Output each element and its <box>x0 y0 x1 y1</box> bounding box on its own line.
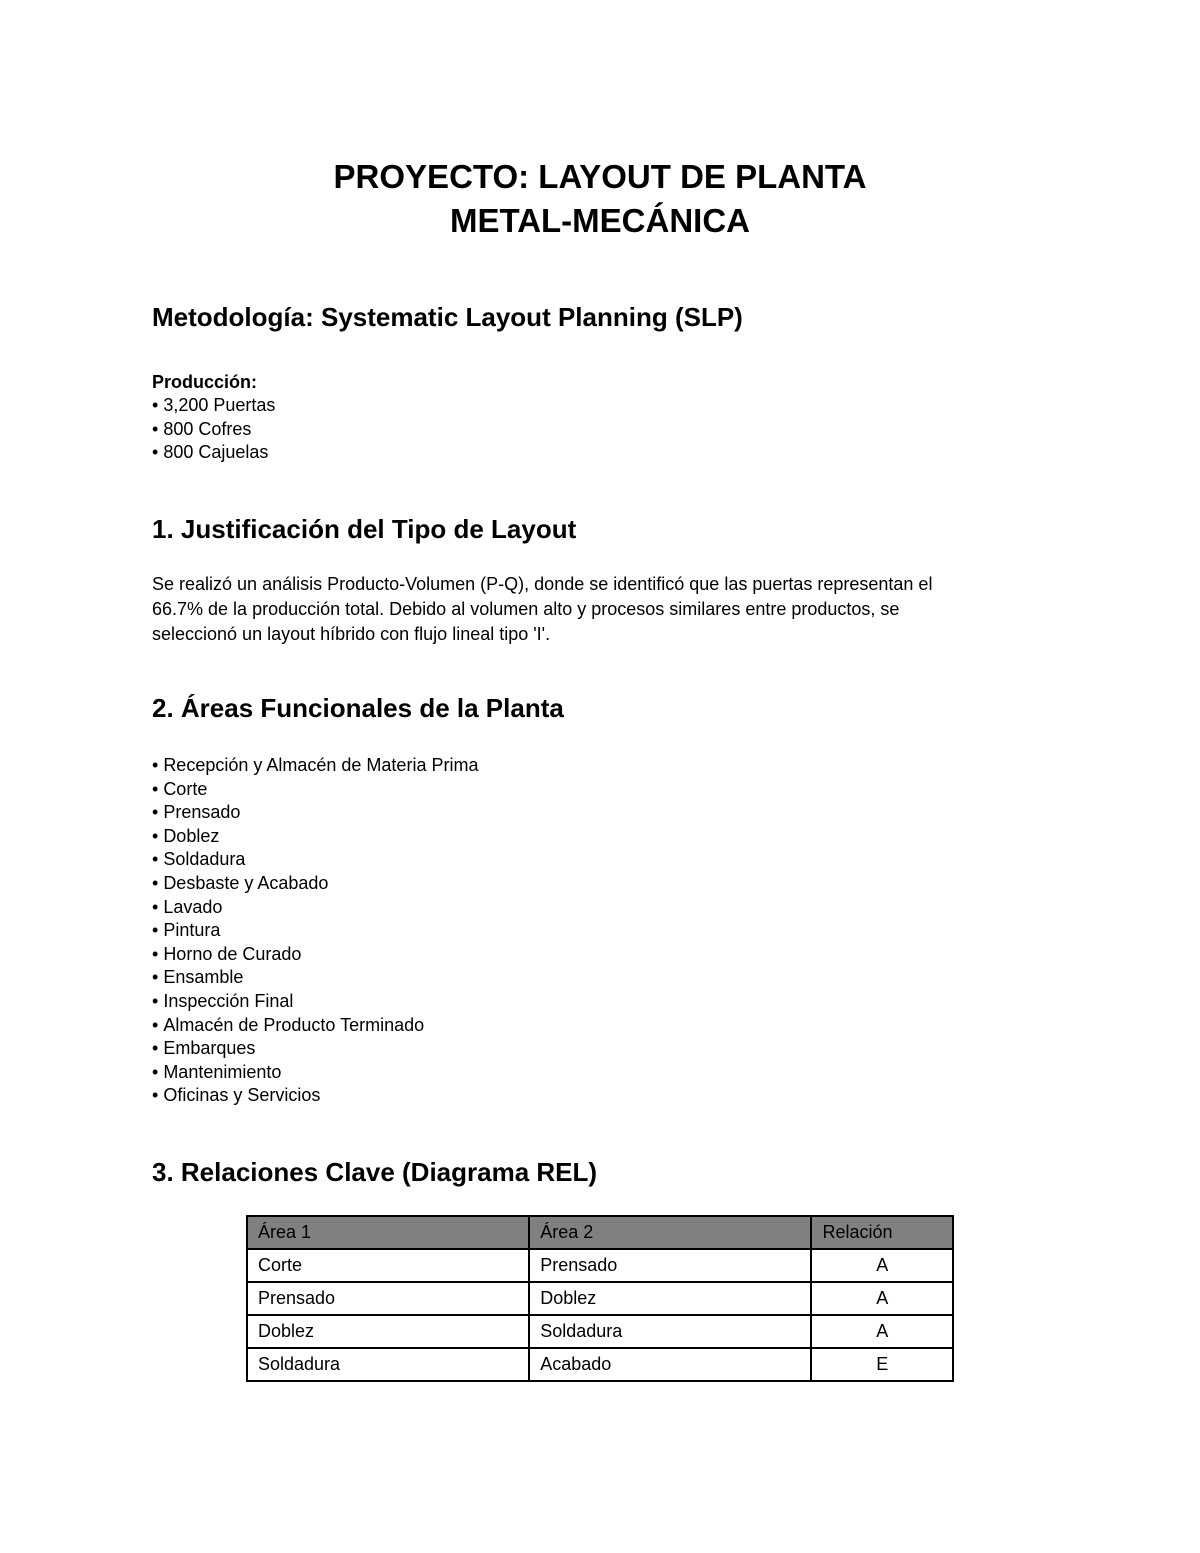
list-item: • 3,200 Puertas <box>152 394 275 418</box>
list-item: • 800 Cofres <box>152 418 275 442</box>
list-item: • Inspección Final <box>152 990 478 1014</box>
document-title-line-2: METAL-MECÁNICA <box>449 202 750 239</box>
table-header-row <box>247 1216 953 1249</box>
table-cell: Soldadura <box>529 1315 811 1348</box>
list-item: • Prensado <box>152 801 478 825</box>
list-item: • Mantenimiento <box>152 1061 478 1085</box>
table-cell: Prensado <box>529 1249 811 1282</box>
list-item: • Pintura <box>152 919 478 943</box>
paragraph-line: Se realizó un análisis Producto-Volumen (P-Q), donde se identificó que las puertas representan el <box>152 574 933 594</box>
table-cell: Doblez <box>529 1282 811 1315</box>
list-item: • Almacén de Producto Terminado <box>152 1014 478 1038</box>
production-label: Producción: <box>152 372 258 392</box>
functional-areas-list <box>152 754 478 1108</box>
table-row <box>247 1348 953 1381</box>
production-list <box>152 394 275 465</box>
section-3-heading: 3. Relaciones Clave (Diagrama REL) <box>152 1157 598 1187</box>
table-row <box>247 1315 953 1348</box>
table-cell: E <box>811 1348 953 1381</box>
column-header-relation: Relación <box>811 1216 953 1249</box>
column-header-area-2: Área 2 <box>529 1216 811 1249</box>
list-item: • Soldadura <box>152 848 478 872</box>
document-title-line-1: PROYECTO: LAYOUT DE PLANTA <box>333 158 867 195</box>
section-1-paragraph <box>152 572 1032 647</box>
list-item: • Lavado <box>152 896 478 920</box>
table-cell: Soldadura <box>247 1348 529 1381</box>
section-1-heading: 1. Justificación del Tipo de Layout <box>152 514 577 544</box>
paragraph-line: 66.7% de la producción total. Debido al volumen alto y procesos similares entre productos, se <box>152 599 900 619</box>
section-2-heading: 2. Áreas Funcionales de la Planta <box>152 693 564 723</box>
paragraph-line: seleccionó un layout híbrido con flujo lineal tipo 'I'. <box>152 624 551 644</box>
list-item: • Embarques <box>152 1037 478 1061</box>
table-row <box>247 1282 953 1315</box>
list-item: • Desbaste y Acabado <box>152 872 478 896</box>
rel-table <box>246 1215 954 1382</box>
list-item: • Ensamble <box>152 966 478 990</box>
table-cell: Prensado <box>247 1282 529 1315</box>
table-cell: Corte <box>247 1249 529 1282</box>
column-header-area-1: Área 1 <box>247 1216 529 1249</box>
table-cell: A <box>811 1282 953 1315</box>
document-title <box>0 155 1200 243</box>
table-cell: A <box>811 1315 953 1348</box>
list-item: • Corte <box>152 778 478 802</box>
methodology-heading: Metodología: Systematic Layout Planning (SLP) <box>152 302 743 332</box>
table-cell: Acabado <box>529 1348 811 1381</box>
table-row <box>247 1249 953 1282</box>
list-item: • Oficinas y Servicios <box>152 1084 478 1108</box>
list-item: • Recepción y Almacén de Materia Prima <box>152 754 478 778</box>
list-item: • Horno de Curado <box>152 943 478 967</box>
table-cell: Doblez <box>247 1315 529 1348</box>
list-item: • 800 Cajuelas <box>152 441 275 465</box>
table-cell: A <box>811 1249 953 1282</box>
list-item: • Doblez <box>152 825 478 849</box>
